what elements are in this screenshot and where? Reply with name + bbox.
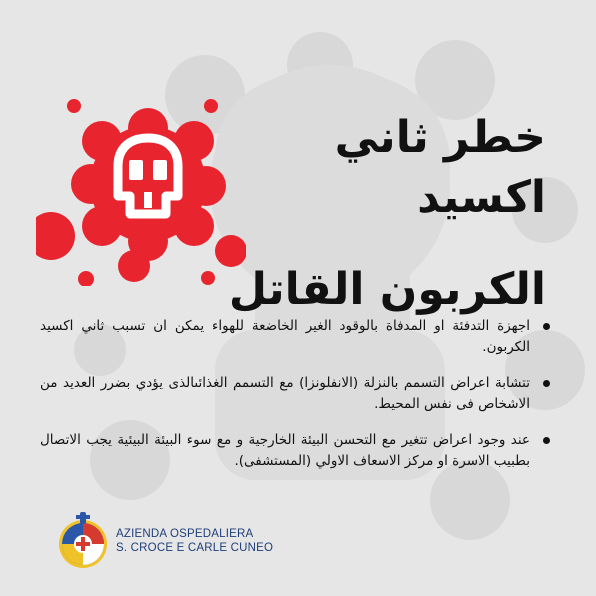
- list-item-text: عند وجود اعراض تتغير مع التحسن البيئة الخارجية و مع سوء البيئة البيئية يجب الاتصال بطبيب الاسرة او مركز الاسعاف الاولي (المستشفى).: [40, 432, 530, 469]
- bullet-icon: [543, 323, 550, 330]
- organization-line-1: AZIENDA OSPEDALIERA: [116, 528, 254, 540]
- bullet-icon: [543, 437, 550, 444]
- skull-icon: [36, 96, 246, 286]
- list-item-text: تتشابة اعراض التسمم بالنزلة (الانفلونزا) مع التسمم الغذائىالذى يؤدي بضرر العديد من الاشخاص فى نفس المحيط.: [40, 375, 530, 412]
- list-item: [40, 316, 552, 358]
- list-item: [40, 373, 552, 415]
- list-item: [40, 430, 552, 472]
- warning-list: [40, 316, 552, 487]
- list-item-text: اجهزة التدفئة او المدفاة بالوقود الغير الخاضعة للهواء يمكن ان تسبب ثاني اكسيد الكربون.: [40, 318, 530, 355]
- title-line-1: خطر ثاني اكسيد: [334, 112, 546, 223]
- title-line-2: الكربون القاتل: [228, 264, 546, 315]
- organization-line-2: S. CROCE E CARLE CUNEO: [116, 542, 274, 554]
- organization-name: [116, 527, 273, 555]
- page-title: [216, 108, 546, 320]
- bullet-icon: [543, 380, 550, 387]
- hospital-logo-icon: [56, 512, 110, 570]
